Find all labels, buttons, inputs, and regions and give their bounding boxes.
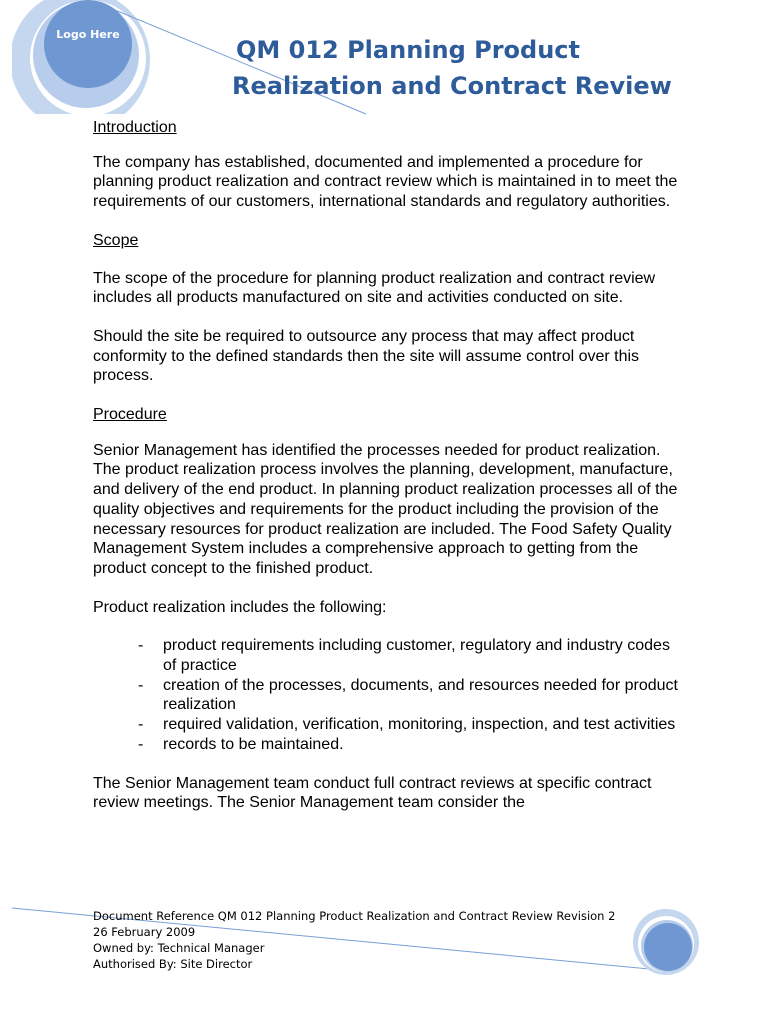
list-item-text: product requirements including customer, regulatory and industry codes of practice: [163, 637, 670, 675]
list-bullet-dash: -: [138, 637, 144, 655]
list-item-text: creation of the processes, documents, and resources needed for product realization: [163, 676, 678, 714]
list-item-text: records to be maintained.: [163, 735, 344, 753]
scope-paragraph-1: The scope of the procedure for planning product realization and contract review includes all products manufactured on site and activities conducted on site.: [93, 269, 656, 307]
procedure-heading: Procedure: [93, 406, 167, 424]
list-item-text: required validation, verification, monitoring, inspection, and test activities: [163, 716, 676, 734]
list-bullet-dash: -: [138, 676, 144, 694]
introduction-paragraph: The company has established, documented and implemented a procedure for planning product realization and contract review which is maintained in to meet the requirements of our customers, international standards and regulatory authorities.: [93, 153, 678, 211]
footer-document-reference: Document Reference QM 012 Planning Product Realization and Contract Review Revision 2: [93, 909, 616, 923]
footer-authoriser: Authorised By: Site Director: [93, 957, 253, 971]
title-line-1: QM 012 Planning Product: [236, 36, 581, 64]
header-logo-circles: [10, 0, 150, 130]
list-item: [138, 715, 678, 735]
document-body: [93, 118, 678, 813]
footer-owner: Owned by: Technical Manager: [93, 941, 265, 955]
document-footer: [93, 908, 615, 972]
footer-date: 26 February 2009: [93, 925, 196, 939]
procedure-paragraph-2: Product realization includes the following:: [93, 598, 387, 616]
list-item: [138, 636, 678, 675]
list-item: [138, 735, 678, 755]
procedure-paragraph-3: The Senior Management team conduct full contract reviews at specific contract review meetings. The Senior Management team consider the: [93, 774, 652, 812]
list-item: [138, 676, 678, 715]
footer-circles: [633, 909, 699, 975]
introduction-heading: Introduction: [93, 119, 177, 136]
procedure-paragraph-1: Senior Management has identified the processes needed for product realization. The product realization process involves the planning, development, manufacture, and delivery of the end product. In planning product realization processes all of the quality objectives and requirements for the product including the provision of the necessary resources for product realization are included. The Food Safety Quality Management System includes a comprehensive approach to getting from the product concept to the finished product.: [93, 441, 678, 577]
list-bullet-dash: -: [138, 716, 144, 734]
product-realization-list: [93, 636, 678, 754]
scope-heading: Scope: [93, 231, 139, 249]
logo-placeholder-text: Logo Here: [56, 28, 120, 41]
document-title: [232, 32, 672, 104]
title-line-2: Realization and Contract Review: [232, 72, 672, 100]
list-bullet-dash: -: [138, 735, 144, 753]
scope-paragraph-2: Should the site be required to outsource any process that may affect product conformity to the defined standards then the site will assume control over this process.: [93, 327, 640, 385]
